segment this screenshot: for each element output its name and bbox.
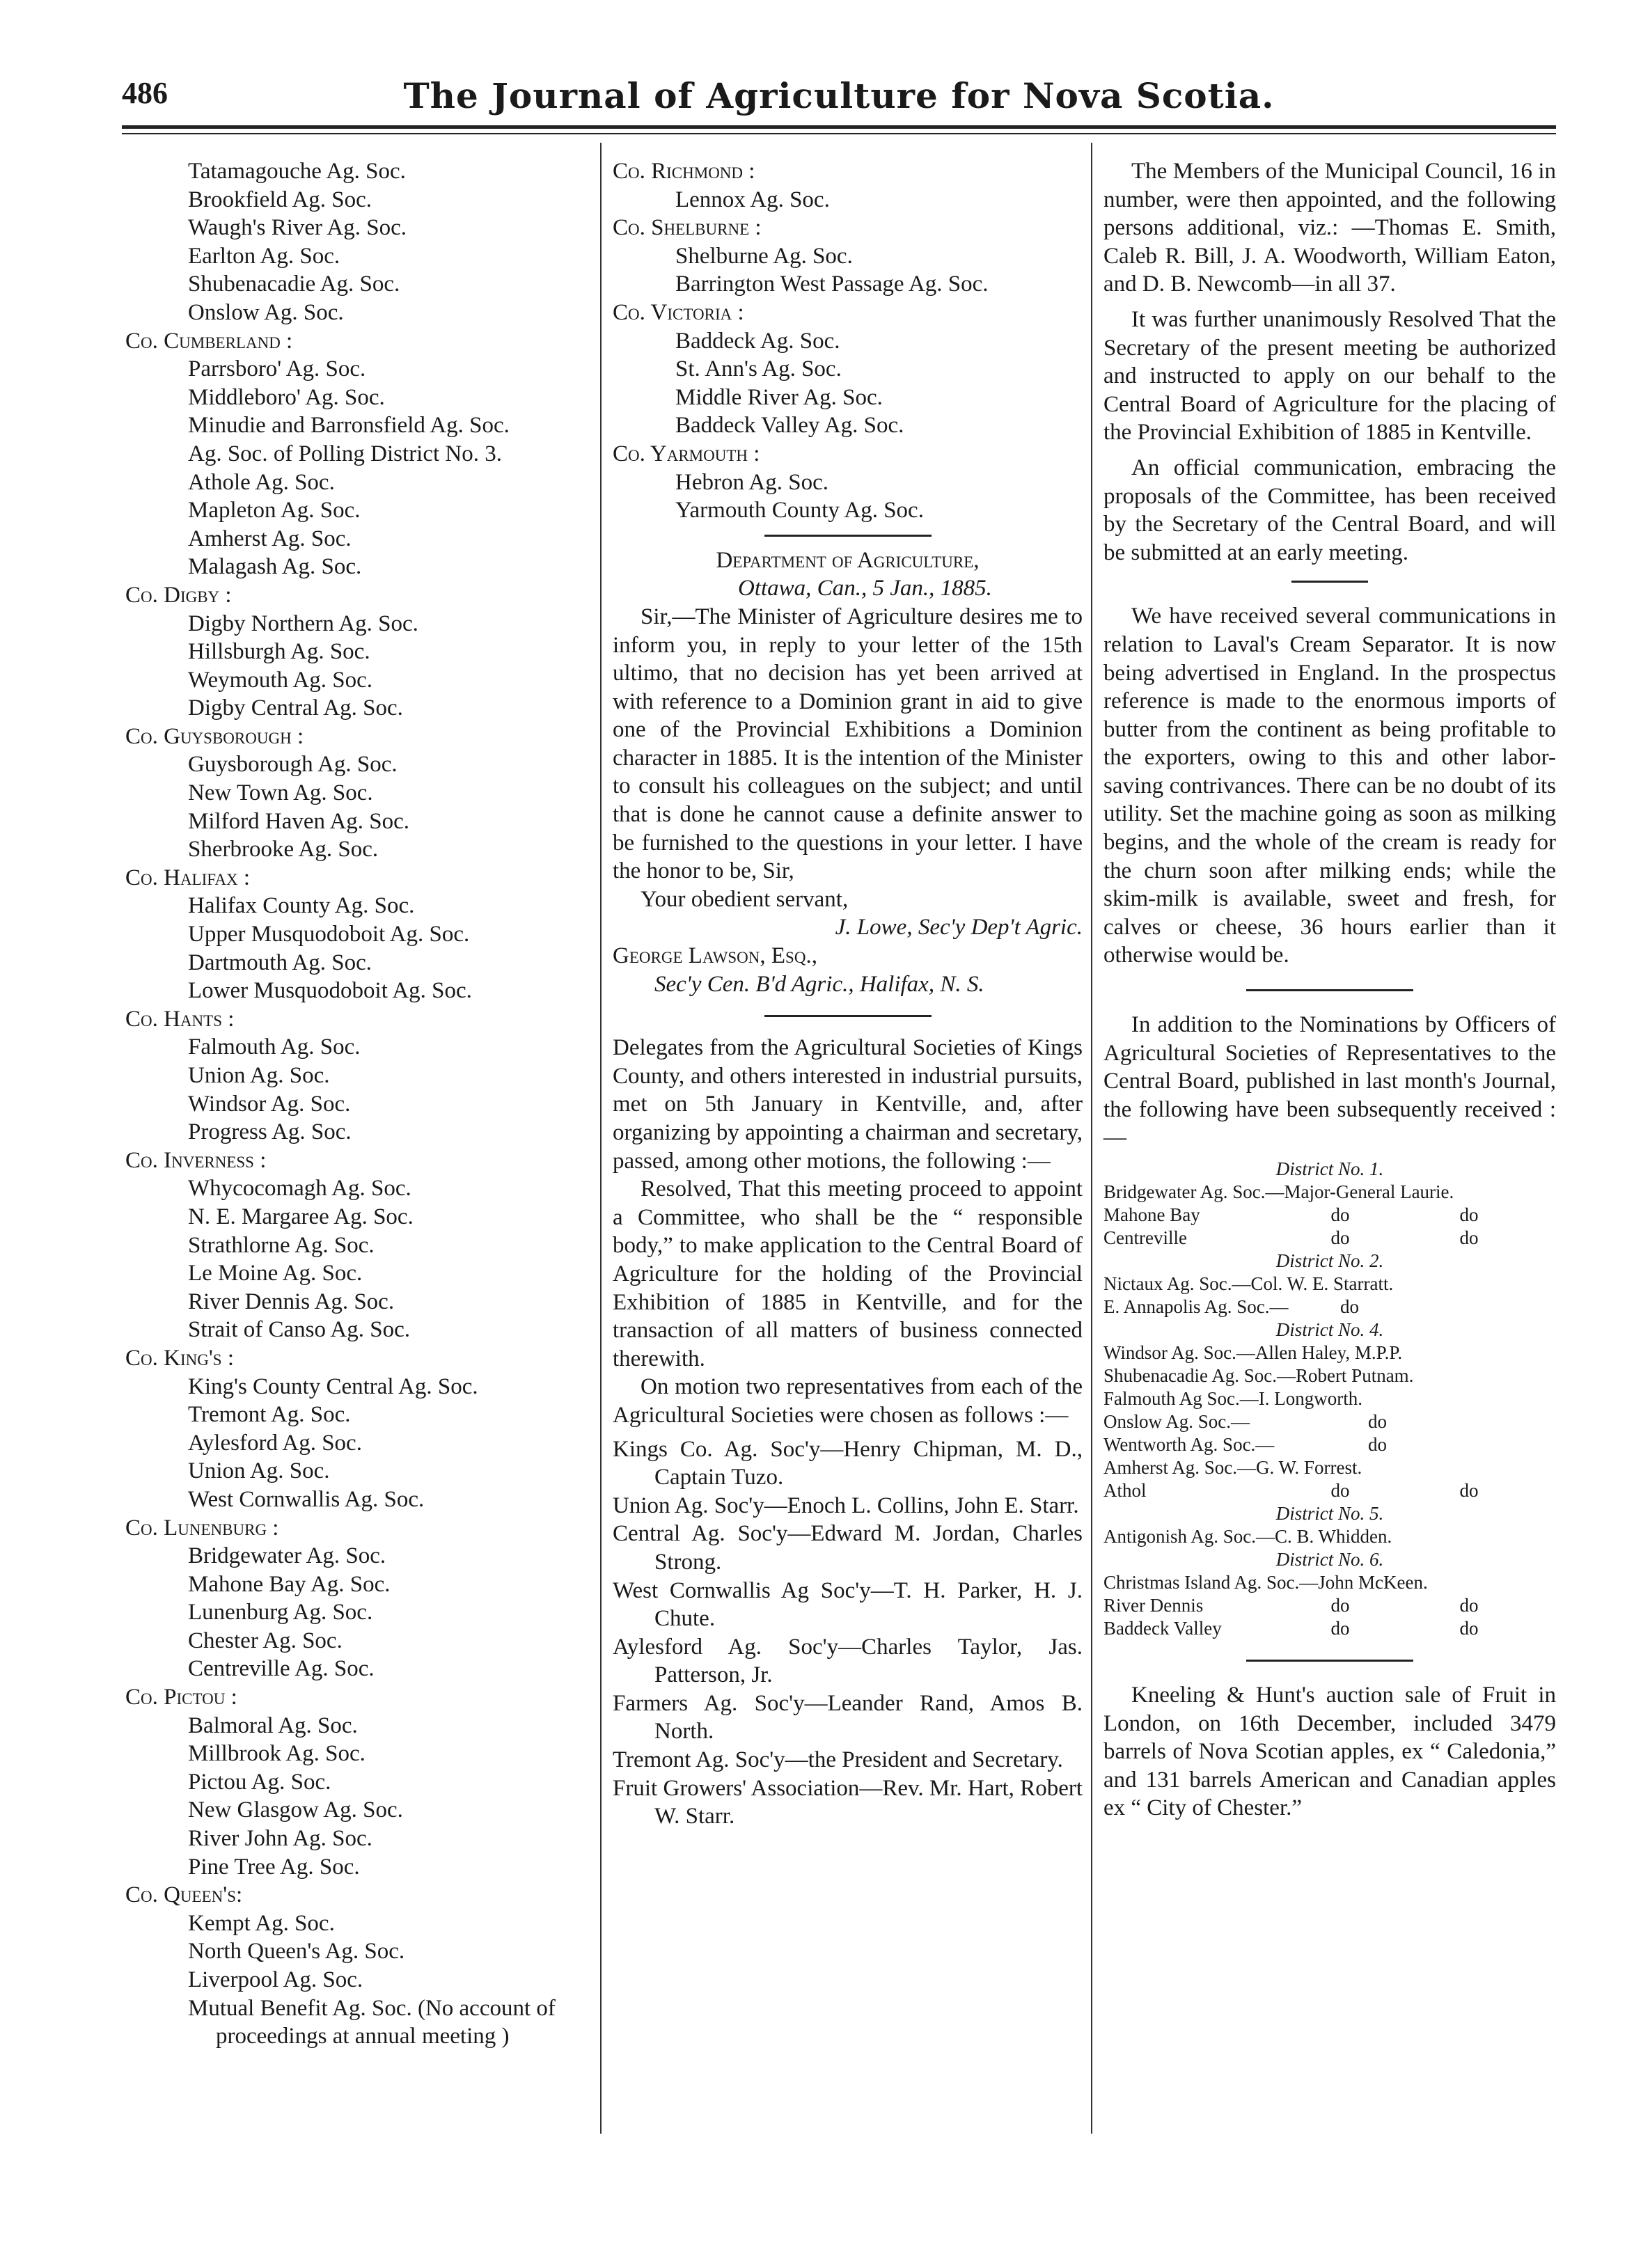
county-heading: Co. King's :: [125, 1345, 234, 1371]
ditto-mark: do: [1459, 1204, 1479, 1225]
section-separator: [1246, 1660, 1413, 1662]
society-item: Brookfield Ag. Soc.: [188, 187, 372, 212]
resolved-paragraph: Resolved, That this meeting proceed to appoint a Committee, who shall be the “ responsible body,” to make application to the Central Board of Agriculture for the holding of the Provincial Exhibition of 1885 in Kentville, and for the transaction of all matters of business connected therewith.: [613, 1176, 1083, 1371]
nomination-ditto-row: [1103, 1204, 1556, 1227]
letter-signature: J. Lowe, Sec'y Dep't Agric.: [835, 915, 1083, 940]
cream-separator-paragraph: We have received several communications in relation to Laval's Cream Separator. It is now being advertised in England. In the prospectus reference is made to the enormous imports of butter from the continent as being profitable to the exporters, owing to this and other labor-saving contrivances. There can be no doubt of its utility. Set the machine going as soon as milking begins, and the whole of the cream is ready for the churn soon after milking ends; while the skim-milk is available, sweet and fresh, for calves or cheese, 36 hours earlier than it otherwise would be.: [1103, 604, 1556, 968]
nomination-ditto-row: [1103, 1296, 1556, 1318]
society-item: New Town Ag. Soc.: [188, 780, 373, 806]
ditto-mark: do: [1368, 1434, 1387, 1455]
society-item: Milford Haven Ag. Soc.: [188, 808, 410, 834]
society-item: Le Moine Ag. Soc.: [188, 1261, 363, 1286]
county-heading: Co. Lunenburg :: [125, 1515, 279, 1541]
society-item: Hebron Ag. Soc.: [675, 469, 828, 495]
society-item: Shelburne Ag. Soc.: [675, 243, 853, 269]
society-item: Waugh's River Ag. Soc.: [188, 215, 407, 241]
county-heading: Co. Cumberland :: [125, 328, 293, 354]
ditto-mark: do: [1330, 1480, 1350, 1501]
county-heading: Co. Guysborough :: [125, 723, 304, 749]
page-header: [122, 75, 1556, 124]
section-separator: [1246, 989, 1413, 991]
society-item: Ag. Soc. of Polling District No. 3.: [188, 441, 502, 466]
journal-title: The Journal of Agriculture for Nova Scotia.: [403, 75, 1275, 116]
nominations-list: [1103, 1158, 1556, 1640]
letter-closing: Your obedient servant,: [641, 886, 849, 912]
society-item: Upper Musquodoboit Ag. Soc.: [188, 922, 470, 947]
society-item: New Glasgow Ag. Soc.: [188, 1797, 403, 1823]
society-item: Parrsboro' Ag. Soc.: [188, 356, 366, 382]
column-3: [1103, 157, 1556, 1822]
society-item: Amherst Ag. Soc.: [188, 526, 352, 551]
ditto-mark: do: [1368, 1411, 1387, 1432]
society-item: Minudie and Barronsfield Ag. Soc.: [188, 413, 510, 439]
representative-entry: Kings Co. Ag. Soc'y—Henry Chipman, M. D., Captain Tuzo.: [613, 1436, 1083, 1490]
society-item: Middle River Ag. Soc.: [675, 384, 883, 410]
society-item: Weymouth Ag. Soc.: [188, 667, 372, 693]
resolution-paragraph: It was further unanimously Resolved That the Secretary of the present meeting be authorized and instructed to apply on our behalf to the Central Board of Agriculture for the placing of the Provincial Exhibition of 1885 in Kentville.: [1103, 306, 1556, 446]
nomination-entry: Shubenacadie Ag. Soc.—Robert Putnam.: [1103, 1365, 1414, 1386]
society-item-note: Mutual Benefit Ag. Soc. (No account of proceedings at annual meeting ): [188, 1995, 556, 2049]
official-communication-paragraph: An official communication, embracing the proposals of the Committee, has been received by the Secretary of the Central Board, and will be submitted at an early meeting.: [1103, 455, 1556, 565]
section-separator: [1291, 581, 1368, 583]
society-item: Barrington West Passage Ag. Soc.: [675, 271, 989, 297]
letter-place-date: Ottawa, Can., 5 Jan., 1885.: [738, 576, 992, 601]
ditto-mark: do: [1330, 1227, 1350, 1248]
society-item: Athole Ag. Soc.: [188, 469, 335, 495]
society-item: Tatamagouche Ag. Soc.: [188, 159, 406, 184]
society-item: Tremont Ag. Soc.: [188, 1402, 351, 1428]
society-item: Malagash Ag. Soc.: [188, 554, 362, 580]
society-item: Baddeck Ag. Soc.: [675, 328, 840, 354]
district-heading: District No. 5.: [1275, 1503, 1384, 1524]
society-item: Union Ag. Soc.: [188, 1063, 330, 1088]
letter-addressee-title: Sec'y Cen. B'd Agric., Halifax, N. S.: [654, 971, 984, 997]
society-item: Lunenburg Ag. Soc.: [188, 1600, 373, 1625]
society-item: Bridgewater Ag. Soc.: [188, 1543, 386, 1569]
society-item: Digby Central Ag. Soc.: [188, 695, 403, 721]
ditto-mark: do: [1459, 1595, 1479, 1616]
society-item: Dartmouth Ag. Soc.: [188, 950, 372, 975]
column-divider-1: [600, 143, 602, 2134]
society-item: Sherbrooke Ag. Soc.: [188, 837, 379, 863]
society-item: Balmoral Ag. Soc.: [188, 1712, 358, 1738]
society-item: Pictou Ag. Soc.: [188, 1769, 331, 1795]
county-heading: Co. Inverness :: [125, 1147, 267, 1173]
district-heading: District No. 6.: [1275, 1549, 1384, 1570]
society-item: Baddeck Valley Ag. Soc.: [675, 413, 904, 439]
society-item: Halifax County Ag. Soc.: [188, 893, 415, 919]
society-item: Hillsburgh Ag. Soc.: [188, 639, 370, 665]
county-heading: Co. Halifax :: [125, 865, 250, 890]
society-item: Centreville Ag. Soc.: [188, 1656, 375, 1682]
society-item: Union Ag. Soc.: [188, 1458, 330, 1484]
auction-paragraph: Kneeling & Hunt's auction sale of Fruit in London, on 16th December, included 3479 barrels of Nova Scotian apples, ex “ Caledonia,” and 131 barrels American and Canadian apples ex “ City of Chester.”: [1103, 1683, 1556, 1821]
letter-body: Sir,—The Minister of Agriculture desires me to inform you, in reply to your letter of the 15th ultimo, that no decision has yet been arrived at with reference to a Dominion grant in aid to give one of the Provincial Exhibitions a Dominion character in 1885. It is the intention of the Minister to consult his colleagues on the subject; and until that is done he cannot cause a definite answer to be furnished to the questions in your letter. I have the honor to be, Sir,: [613, 604, 1083, 884]
nomination-entry: Nictaux Ag. Soc.—Col. W. E. Starratt.: [1103, 1273, 1394, 1294]
society-item: Strathlorne Ag. Soc.: [188, 1232, 375, 1258]
county-heading: Co. Queen's:: [125, 1882, 243, 1908]
column-2: [613, 157, 1083, 1831]
society-item: Falmouth Ag. Soc.: [188, 1034, 361, 1060]
delegates-paragraph: Delegates from the Agricultural Societies of Kings County, and others interested in industrial pursuits, met on 5th January in Kentville, and, after organizing by appointing a chairman and secretary, passed, among other motions, the following :—: [613, 1035, 1083, 1174]
county-heading: Co. Yarmouth :: [613, 441, 760, 466]
representative-entry: Tremont Ag. Soc'y—the President and Secretary.: [613, 1747, 1063, 1773]
society-item: Yarmouth County Ag. Soc.: [675, 498, 924, 523]
society-item: Aylesford Ag. Soc.: [188, 1430, 362, 1456]
society-item: Kempt Ag. Soc.: [188, 1910, 335, 1936]
ditto-mark: do: [1459, 1227, 1479, 1248]
ditto-mark: do: [1459, 1618, 1479, 1639]
society-item: Earlton Ag. Soc.: [188, 243, 340, 269]
society-item: Pine Tree Ag. Soc.: [188, 1854, 360, 1880]
ditto-mark: do: [1459, 1480, 1479, 1501]
header-rule: [122, 125, 1556, 129]
society-item: Millbrook Ag. Soc.: [188, 1741, 366, 1767]
nomination-ditto-row: [1103, 1410, 1556, 1433]
column-divider-2: [1091, 143, 1092, 2134]
representative-entry: Fruit Growers' Association—Rev. Mr. Hart, Robert W. Starr.: [613, 1775, 1083, 1829]
ditto-mark: do: [1340, 1296, 1359, 1317]
ditto-mark: do: [1330, 1204, 1350, 1225]
nomination-ditto-row: [1103, 1227, 1556, 1250]
representative-entry: West Cornwallis Ag Soc'y—T. H. Parker, H. J. Chute.: [613, 1577, 1083, 1632]
district-heading: District No. 2.: [1275, 1250, 1384, 1271]
ditto-mark: do: [1330, 1618, 1350, 1639]
society-item: Lennox Ag. Soc.: [675, 187, 830, 212]
nomination-society: Athol: [1103, 1480, 1147, 1501]
society-item: Onslow Ag. Soc.: [188, 299, 344, 325]
society-item: Mapleton Ag. Soc.: [188, 498, 361, 523]
society-item: Liverpool Ag. Soc.: [188, 1967, 363, 1992]
county-heading: Co. Hants :: [125, 1006, 235, 1032]
motion-paragraph: On motion two representatives from each of the Agricultural Societies were chosen as follows :—: [613, 1374, 1083, 1428]
society-item: North Queen's Ag. Soc.: [188, 1939, 405, 1964]
county-heading: Co. Digby :: [125, 582, 232, 608]
nomination-ditto-row: [1103, 1617, 1556, 1640]
county-heading: Co. Pictou :: [125, 1685, 237, 1710]
nomination-entry: Falmouth Ag Soc.—I. Longworth.: [1103, 1388, 1362, 1409]
nomination-society: E. Annapolis Ag. Soc.—: [1103, 1296, 1289, 1317]
nomination-ditto-row: [1103, 1594, 1556, 1617]
society-item: Guysborough Ag. Soc.: [188, 752, 398, 778]
section-separator: [764, 535, 932, 537]
letter-department: Department of Agriculture,: [716, 547, 980, 573]
column-1: [125, 157, 595, 2051]
nomination-entry: Windsor Ag. Soc.—Allen Haley, M.P.P.: [1103, 1342, 1403, 1363]
society-item: Mahone Bay Ag. Soc.: [188, 1571, 391, 1597]
header-rule-thin: [122, 133, 1556, 134]
representative-entry: Union Ag. Soc'y—Enoch L. Collins, John E. Starr.: [613, 1493, 1079, 1518]
section-separator: [764, 1015, 932, 1017]
nominations-intro: In addition to the Nominations by Officers of Agricultural Societies of Representatives to the Central Board, published in last month's Journal, the following have been subsequently received :—: [1103, 1012, 1556, 1151]
society-item: Whycocomagh Ag. Soc.: [188, 1176, 411, 1202]
society-item: Strait of Canso Ag. Soc.: [188, 1317, 410, 1343]
society-item: N. E. Margaree Ag. Soc.: [188, 1204, 414, 1229]
district-heading: District No. 1.: [1275, 1158, 1384, 1179]
nomination-society: River Dennis: [1103, 1595, 1204, 1616]
letter-addressee: George Lawson, Esq.,: [613, 943, 817, 969]
nomination-entry: Amherst Ag. Soc.—G. W. Forrest.: [1103, 1457, 1362, 1478]
district-heading: District No. 4.: [1275, 1319, 1384, 1340]
nomination-society: Wentworth Ag. Soc.—: [1103, 1434, 1275, 1455]
society-item: Digby Northern Ag. Soc.: [188, 611, 418, 636]
nomination-entry: Bridgewater Ag. Soc.—Major-General Laurie.: [1103, 1181, 1454, 1202]
representative-entry: Aylesford Ag. Soc'y—Charles Taylor, Jas. Patterson, Jr.: [613, 1634, 1083, 1688]
county-heading: Co. Victoria :: [613, 299, 744, 325]
society-item: River Dennis Ag. Soc.: [188, 1289, 395, 1314]
society-item: Shubenacadie Ag. Soc.: [188, 271, 400, 297]
society-item: Chester Ag. Soc.: [188, 1628, 343, 1653]
county-heading: Co. Richmond :: [613, 159, 755, 184]
ditto-mark: do: [1330, 1595, 1350, 1616]
nomination-society: Mahone Bay: [1103, 1204, 1200, 1225]
page-number: 486: [122, 76, 168, 110]
society-item: Progress Ag. Soc.: [188, 1119, 352, 1145]
society-item: St. Ann's Ag. Soc.: [675, 356, 842, 382]
society-item: Lower Musquodoboit Ag. Soc.: [188, 978, 472, 1004]
society-item: King's County Central Ag. Soc.: [188, 1373, 478, 1399]
representative-entry: Central Ag. Soc'y—Edward M. Jordan, Charles Strong.: [613, 1521, 1083, 1575]
nomination-society: Baddeck Valley: [1103, 1618, 1222, 1639]
representative-entry: Farmers Ag. Soc'y—Leander Rand, Amos B. North.: [613, 1690, 1083, 1745]
society-item: West Cornwallis Ag. Soc.: [188, 1486, 425, 1512]
council-paragraph: The Members of the Municipal Council, 16 in number, were then appointed, and the following persons additional, viz.: —Thomas E. Smith, Caleb R. Bill, J. A. Woodworth, William Eaton, and D. B. Newcomb—in all 37.: [1103, 159, 1556, 297]
society-item: Windsor Ag. Soc.: [188, 1091, 351, 1117]
nomination-society: Centreville: [1103, 1227, 1187, 1248]
nomination-entry: Antigonish Ag. Soc.—C. B. Whidden.: [1103, 1526, 1392, 1547]
society-item: Middleboro' Ag. Soc.: [188, 384, 385, 410]
county-heading: Co. Shelburne :: [613, 215, 762, 241]
nomination-ditto-row: [1103, 1479, 1556, 1502]
nomination-entry: Christmas Island Ag. Soc.—John McKeen.: [1103, 1572, 1428, 1593]
nomination-society: Onslow Ag. Soc.—: [1103, 1411, 1250, 1432]
society-item: River John Ag. Soc.: [188, 1826, 372, 1852]
nomination-ditto-row: [1103, 1433, 1556, 1456]
